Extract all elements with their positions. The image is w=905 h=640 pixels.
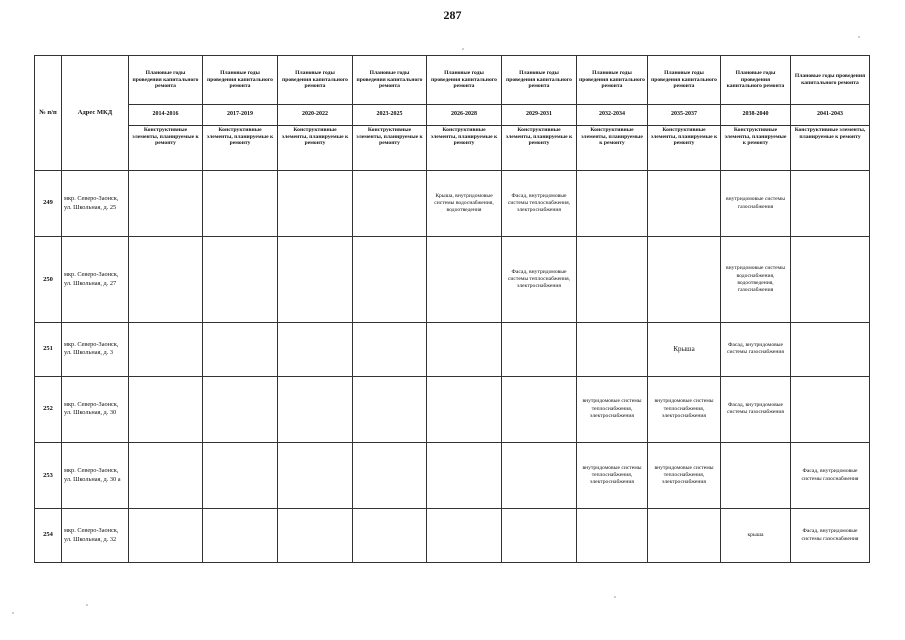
work-cell [577, 509, 648, 563]
years-header: 2035-2037 [648, 105, 721, 126]
elements-header: Конструктивные элементы, планируемые к ремонту [278, 126, 353, 171]
work-cell [278, 376, 353, 442]
work-cell: Фасад, внутридомовые системы газоснабжения [721, 376, 791, 442]
row-address: мкр. Северо-Заонск, ул. Школьная, д. 30 [62, 376, 129, 442]
table-header [35, 56, 870, 171]
work-cell: Фасад, внутридомовые системы теплоснабжения, электроснабжения [502, 171, 577, 237]
work-cell [129, 509, 203, 563]
years-header: 2026-2028 [427, 105, 502, 126]
years-header: 2020-2022 [278, 105, 353, 126]
row-number: 253 [35, 443, 62, 509]
years-header: 2038-2040 [721, 105, 791, 126]
capital-repair-table [34, 55, 870, 563]
work-cell: внутридомовые системы теплоснабжения, электроснабжения [648, 443, 721, 509]
row-address: мкр. Северо-Заонск, ул. Школьная, д. 30 а [62, 443, 129, 509]
work-cell [353, 509, 427, 563]
years-header: 2041-2043 [791, 105, 870, 126]
work-cell: Крыша [648, 323, 721, 377]
work-cell: внутридомовые системы газоснабжения [721, 171, 791, 237]
table-row [35, 237, 870, 323]
row-address: мкр. Северо-Заонск, ул. Школьная, д. 27 [62, 237, 129, 323]
period-header: Плановые годы проведения капитального ремонта [502, 56, 577, 105]
work-cell [353, 443, 427, 509]
years-header: 2014-2016 [129, 105, 203, 126]
work-cell [791, 323, 870, 377]
work-cell [129, 323, 203, 377]
period-header: Плановые годы проведения капитального ремонта [648, 56, 721, 105]
work-cell [427, 443, 502, 509]
work-cell: крыша [721, 509, 791, 563]
work-cell: Фасад, внутридомовые системы газоснабжения [791, 509, 870, 563]
work-cell: Фасад, внутридомовые системы газоснабжения [791, 443, 870, 509]
work-cell: внутридомовые системы водоснабжения, водоотведения, газоснабжения [721, 237, 791, 323]
work-cell [648, 509, 721, 563]
table-row [35, 171, 870, 237]
work-cell [427, 509, 502, 563]
elements-header: Конструктивные элементы, планируемые к ремонту [129, 126, 203, 171]
work-cell: Крыша, внутридомовые системы водоснабжения, водоотведения [427, 171, 502, 237]
elements-header: Конструктивные элементы, планируемые к ремонту [427, 126, 502, 171]
address-column-header: Адрес МКД [62, 56, 129, 171]
work-cell: внутридомовые системы теплоснабжения, электроснабжения [577, 376, 648, 442]
work-cell [278, 323, 353, 377]
period-header: Плановые годы проведения капитального ремонта [129, 56, 203, 105]
work-cell [203, 376, 278, 442]
table-row [35, 376, 870, 442]
row-address: мкр. Северо-Заонск, ул. Школьная, д. 25 [62, 171, 129, 237]
row-number: 249 [35, 171, 62, 237]
work-cell [502, 376, 577, 442]
page-number: 287 [443, 8, 462, 22]
work-cell [577, 237, 648, 323]
work-cell [502, 323, 577, 377]
row-number: 252 [35, 376, 62, 442]
row-address: мкр. Северо-Заонск, ул. Школьная, д. 32 [62, 509, 129, 563]
work-cell [278, 171, 353, 237]
work-cell: внутридомовые системы теплоснабжения, электроснабжения [577, 443, 648, 509]
years-header: 2032-2034 [577, 105, 648, 126]
work-cell: Фасад, внутридомовые системы газоснабжения [721, 323, 791, 377]
work-cell [203, 323, 278, 377]
period-header: Плановые годы проведения капитального ремонта [791, 56, 870, 105]
work-cell [502, 443, 577, 509]
work-cell [577, 171, 648, 237]
work-cell [648, 237, 721, 323]
table-row [35, 443, 870, 509]
row-address: мкр. Северо-Заонск, ул. Школьная, д. 3 [62, 323, 129, 377]
row-number: 254 [35, 509, 62, 563]
work-cell [427, 323, 502, 377]
work-cell [203, 443, 278, 509]
work-cell [502, 509, 577, 563]
period-header: Плановые годы проведения капитального ремонта [721, 56, 791, 105]
elements-header: Конструктивные элементы, планируемые к ремонту [353, 126, 427, 171]
work-cell [353, 323, 427, 377]
work-cell [791, 237, 870, 323]
elements-header: Конструктивные элементы, планируемые к ремонту [577, 126, 648, 171]
work-cell [721, 443, 791, 509]
elements-header: Конструктивные элементы, планируемые к ремонту [791, 126, 870, 171]
work-cell [278, 237, 353, 323]
table-row [35, 509, 870, 563]
elements-header: Конструктивные элементы, планируемые к ремонту [721, 126, 791, 171]
work-cell [129, 376, 203, 442]
row-number: 251 [35, 323, 62, 377]
elements-header: Конструктивные элементы, планируемые к ремонту [203, 126, 278, 171]
years-header: 2023-2025 [353, 105, 427, 126]
period-header: Плановые годы проведения капитального ремонта [203, 56, 278, 105]
table-row [35, 323, 870, 377]
work-cell [791, 376, 870, 442]
work-cell [353, 171, 427, 237]
work-cell [129, 443, 203, 509]
period-header: Плановые годы проведения капитального ремонта [427, 56, 502, 105]
work-cell [427, 376, 502, 442]
row-number: 250 [35, 237, 62, 323]
period-header: Плановые годы проведения капитального ремонта [577, 56, 648, 105]
scan-speck [858, 36, 860, 38]
work-cell: Фасад, внутридомовые системы теплоснабжения, электроснабжения [502, 237, 577, 323]
work-cell [129, 171, 203, 237]
work-cell [427, 237, 502, 323]
work-cell [353, 237, 427, 323]
work-cell [203, 237, 278, 323]
scan-speck [12, 612, 14, 614]
work-cell [129, 237, 203, 323]
work-cell [791, 171, 870, 237]
work-cell [203, 171, 278, 237]
scan-speck [614, 596, 616, 598]
work-cell [203, 509, 278, 563]
elements-header: Конструктивные элементы, планируемые к ремонту [648, 126, 721, 171]
scan-speck [462, 48, 464, 50]
years-header: 2017-2019 [203, 105, 278, 126]
num-column-header: № п/п [35, 56, 62, 171]
elements-header: Конструктивные элементы, планируемые к ремонту [502, 126, 577, 171]
years-header: 2029-2031 [502, 105, 577, 126]
period-header: Плановые годы проведения капитального ремонта [353, 56, 427, 105]
work-cell [577, 323, 648, 377]
scan-speck [86, 604, 88, 606]
work-cell [353, 376, 427, 442]
work-cell: внутридомовые системы теплоснабжения, электроснабжения [648, 376, 721, 442]
period-header: Плановые годы проведения капитального ремонта [278, 56, 353, 105]
work-cell [278, 443, 353, 509]
work-cell [648, 171, 721, 237]
work-cell [278, 509, 353, 563]
